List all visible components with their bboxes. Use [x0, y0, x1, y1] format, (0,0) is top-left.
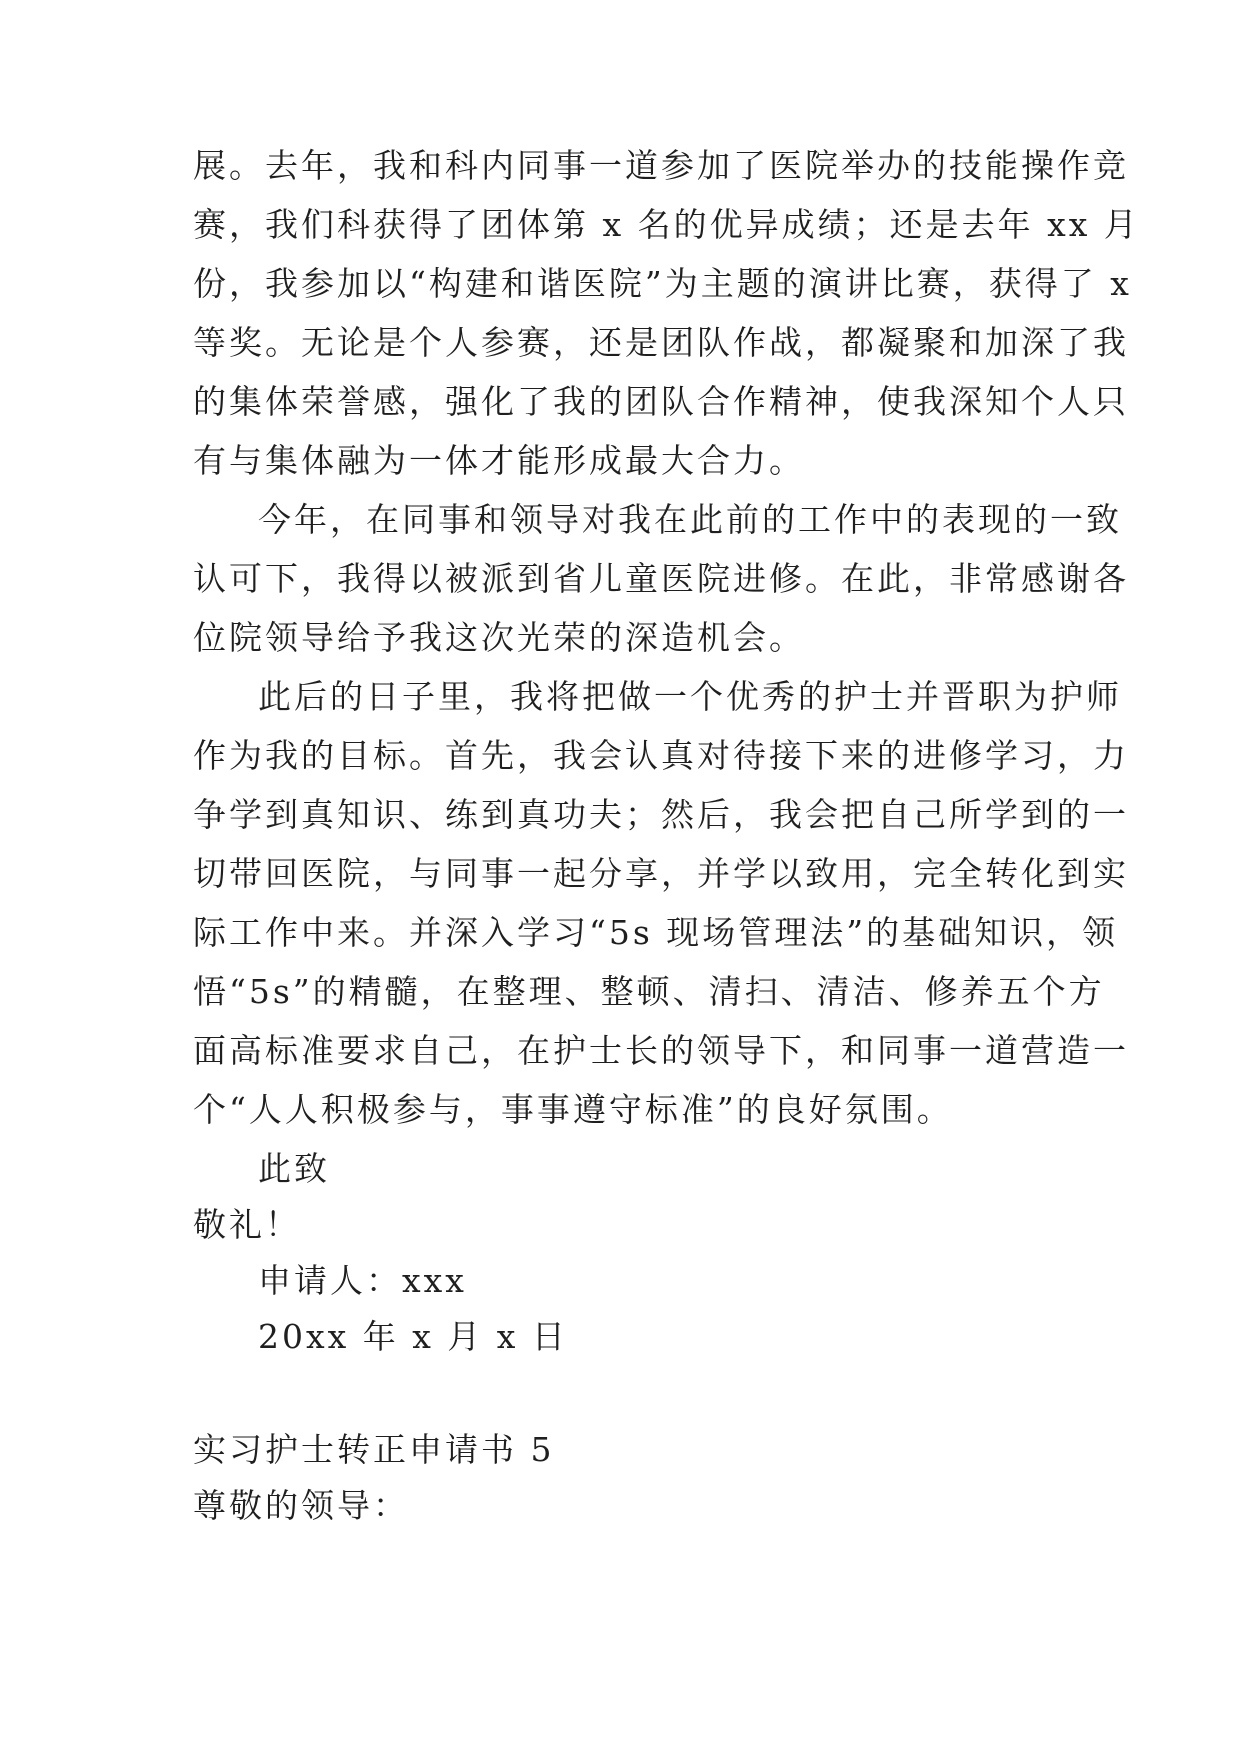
body-line: 赛，我们科获得了团体第 x 名的优异成绩；还是去年 xx 月: [193, 205, 1140, 244]
body-line: 位院领导给予我这次光荣的深造机会。: [193, 618, 805, 657]
salutation: 敬礼！: [193, 1205, 301, 1244]
body-line: 有与集体融为一体才能形成最大合力。: [193, 441, 805, 480]
body-line: 展。去年，我和科内同事一道参加了医院举办的技能操作竞: [193, 146, 1129, 185]
body-line: 的集体荣誉感，强化了我的团队合作精神，使我深知个人只: [193, 382, 1129, 421]
body-line: 际工作中来。并深入学习“5s 现场管理法”的基础知识，领: [193, 913, 1119, 952]
closing: 此致: [258, 1149, 330, 1188]
body-line: 认可下，我得以被派到省儿童医院进修。在此，非常感谢各: [193, 559, 1129, 598]
body-line: 此后的日子里，我将把做一个优秀的护士并晋职为护师: [258, 677, 1122, 716]
applicant: 申请人：xxx: [258, 1261, 467, 1300]
body-line: 作为我的目标。首先，我会认真对待接下来的进修学习，力: [193, 736, 1129, 775]
body-line: 悟“5s”的精髓，在整理、整顿、清扫、清洁、修养五个方: [193, 972, 1105, 1011]
next-section-title: 实习护士转正申请书 5: [193, 1430, 555, 1469]
body-line: 今年，在同事和领导对我在此前的工作中的表现的一致: [258, 500, 1122, 539]
body-line: 争学到真知识、练到真功夫；然后，我会把自己所学到的一: [193, 795, 1129, 834]
body-line: 份，我参加以“构建和谐医院”为主题的演讲比赛，获得了 x: [193, 264, 1132, 303]
body-line: 面高标准要求自己，在护士长的领导下，和同事一道营造一: [193, 1031, 1129, 1070]
body-line: 个“人人积极参与，事事遵守标准”的良好氛围。: [193, 1090, 953, 1129]
body-line: 等奖。无论是个人参赛，还是团队作战，都凝聚和加深了我: [193, 323, 1129, 362]
body-line: 切带回医院，与同事一起分享，并学以致用，完全转化到实: [193, 854, 1129, 893]
next-section-greeting: 尊敬的领导：: [193, 1486, 409, 1525]
date: 20xx 年 x 月 x 日: [258, 1317, 568, 1356]
